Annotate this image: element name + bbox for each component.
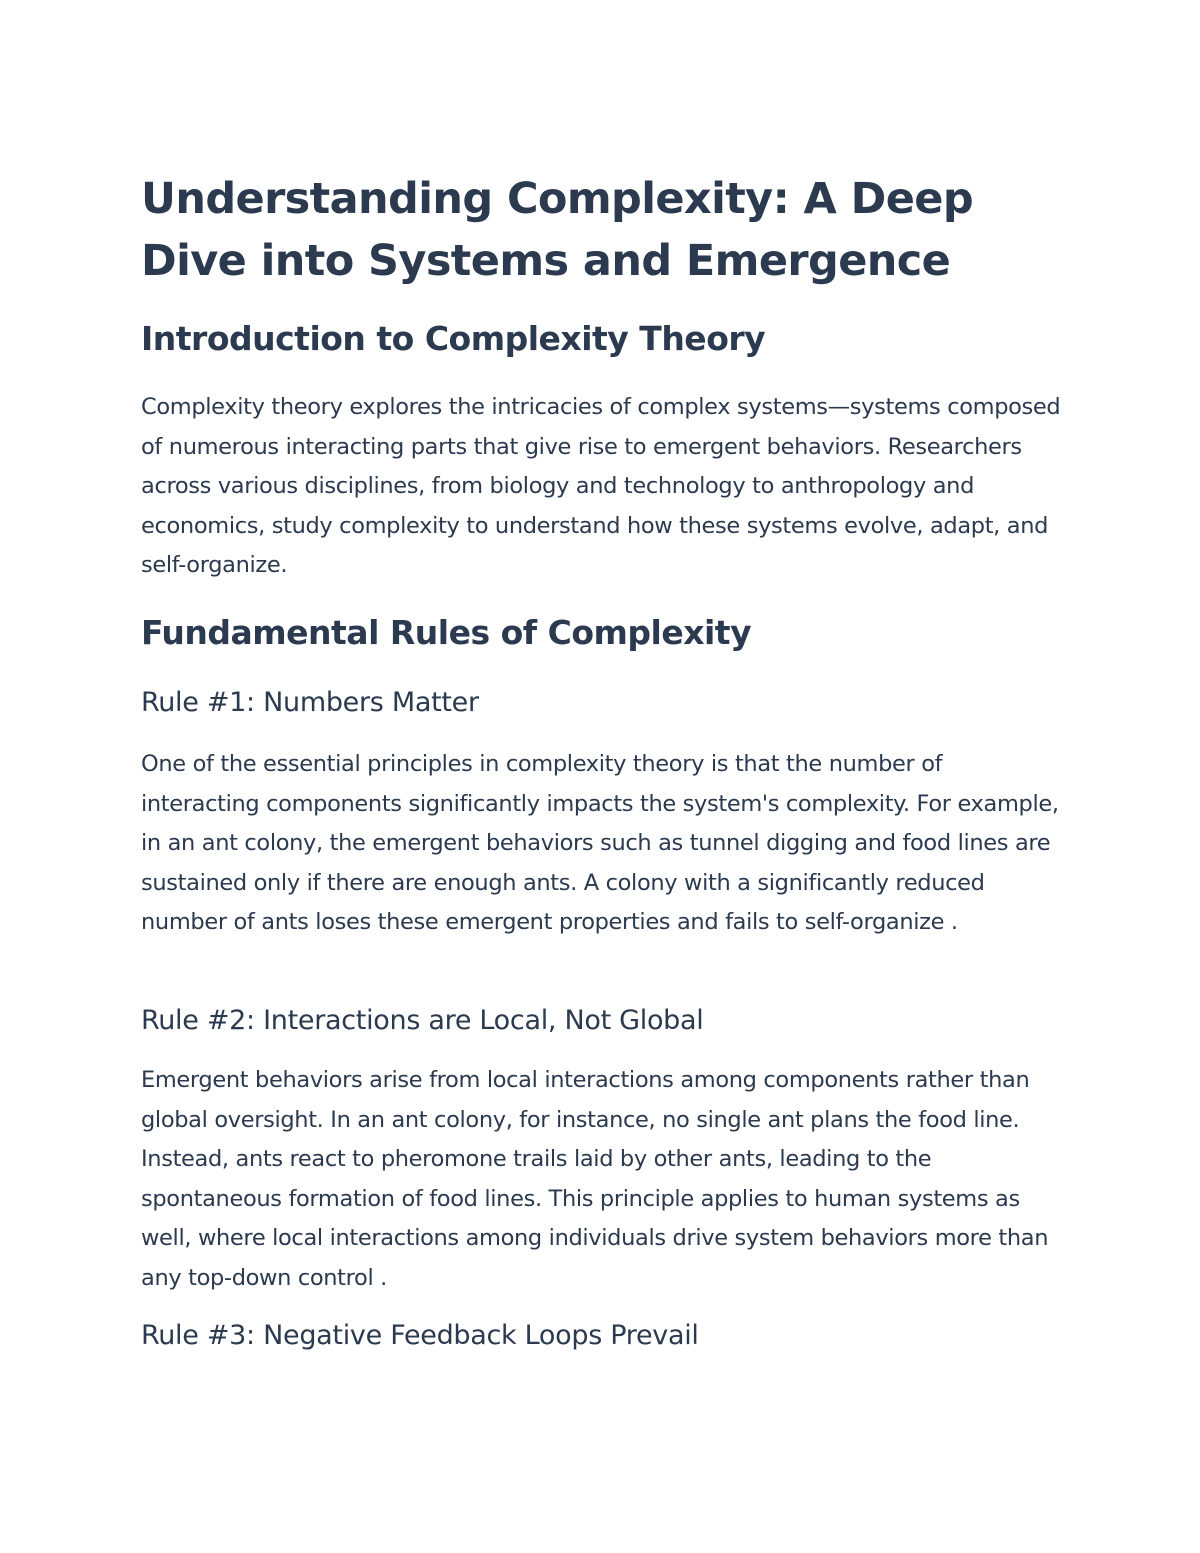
section-heading-introduction: Introduction to Complexity Theory <box>141 319 766 358</box>
rule-heading-1: Rule #1: Numbers Matter <box>141 687 479 718</box>
section-paragraph-introduction: Complexity theory explores the intricacies of complex systems—systems composed of numerous interacting parts that give rise to emergent behaviors. Researchers across various disciplines, from biology and technology to anthropology and economics, study complexity to understand how these systems evolve, adapt, and self-organize. <box>141 394 1061 579</box>
rule-heading-2: Rule #2: Interactions are Local, Not Global <box>141 1005 704 1036</box>
rule-paragraph-2: Emergent behaviors arise from local interactions among components rather than global oversight. In an ant colony, for instance, no single ant plans the food line. Instead, ants react to pheromone trails laid by other ants, leading to the spontaneous formation of food lines. This principle applies to human systems as well, where local interactions among individuals drive system behaviors more than any top-down control . <box>141 1067 1049 1291</box>
section-heading-fundamental-rules: Fundamental Rules of Complexity <box>141 613 752 652</box>
rule-paragraph-1: One of the essential principles in complexity theory is that the number of interacting components significantly impacts the system's complexity. For example, in an ant colony, the emergent behaviors such as tunnel digging and food lines are sustained only if there are enough ants. A colony with a significantly reduced number of ants loses these emergent properties and fails to self-organize . <box>141 751 1059 936</box>
rule-heading-3: Rule #3: Negative Feedback Loops Prevail <box>141 1320 699 1351</box>
document-title: Understanding Complexity: A Deep Dive into Systems and Emergence <box>141 174 974 286</box>
